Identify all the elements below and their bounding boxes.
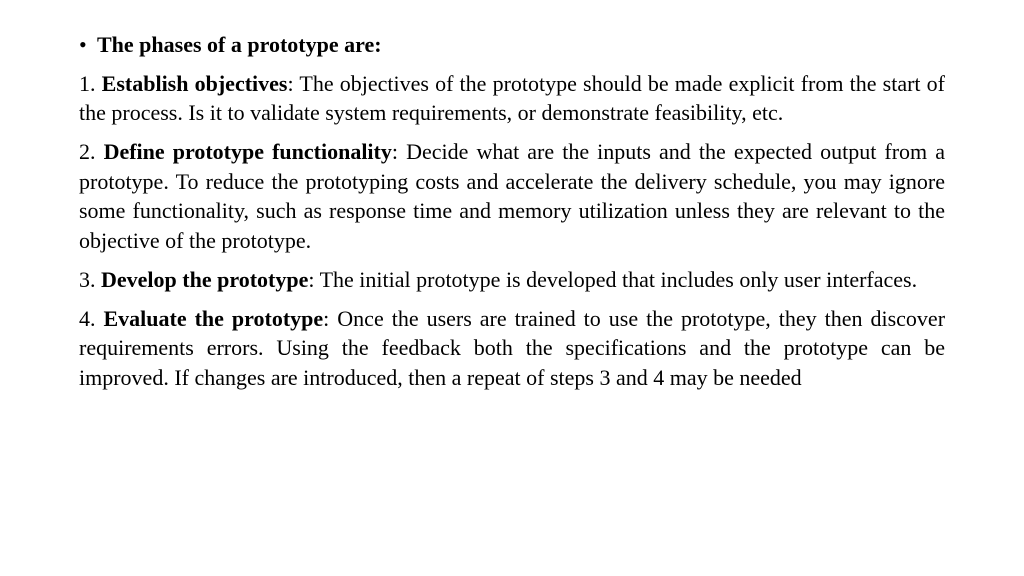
phase-title: Evaluate the prototype [103, 305, 324, 331]
section-heading [79, 30, 945, 60]
phase-body: The initial prototype is developed that includes only user interfaces. [319, 266, 918, 292]
phase-separator: : [308, 266, 315, 292]
phase-item-4 [79, 304, 945, 393]
phase-item-2 [79, 137, 945, 255]
phase-body: The objectives of the prototype should be made explicit from the start of the process. Is it to validate system requirements, or demonstrate feasibility, etc. [79, 70, 945, 125]
phase-number: 1. [79, 70, 96, 96]
phase-separator: : [391, 139, 398, 164]
phase-item-1 [79, 69, 945, 128]
phase-separator: : [287, 70, 294, 96]
bullet-icon: • [79, 32, 87, 57]
phase-number: 3. [79, 266, 96, 292]
heading-text: The phases of a prototype are: [97, 32, 382, 57]
phase-body: Once the users are trained to use the prototype, they then discover requirements errors. Using the feedback both the specifications and the prototype can be improved. If changes are introduced, then a repeat of steps 3 and 4 may be needed [79, 305, 946, 390]
phase-number: 2. [79, 139, 96, 164]
slide-content [79, 30, 945, 402]
phase-number: 4. [79, 305, 96, 331]
phase-item-3 [79, 265, 945, 295]
phase-title: Define prototype functionality [103, 139, 392, 164]
phase-title: Develop the prototype [101, 266, 309, 292]
phase-body: Decide what are the inputs and the expected output from a prototype. To reduce the prototyping costs and accelerate the delivery schedule, you may ignore some functionality, such as response time and memory utilization unless they are relevant to the objective of the prototype. [79, 139, 945, 253]
phase-separator: : [323, 305, 330, 331]
phase-title: Establish objectives [101, 70, 288, 96]
